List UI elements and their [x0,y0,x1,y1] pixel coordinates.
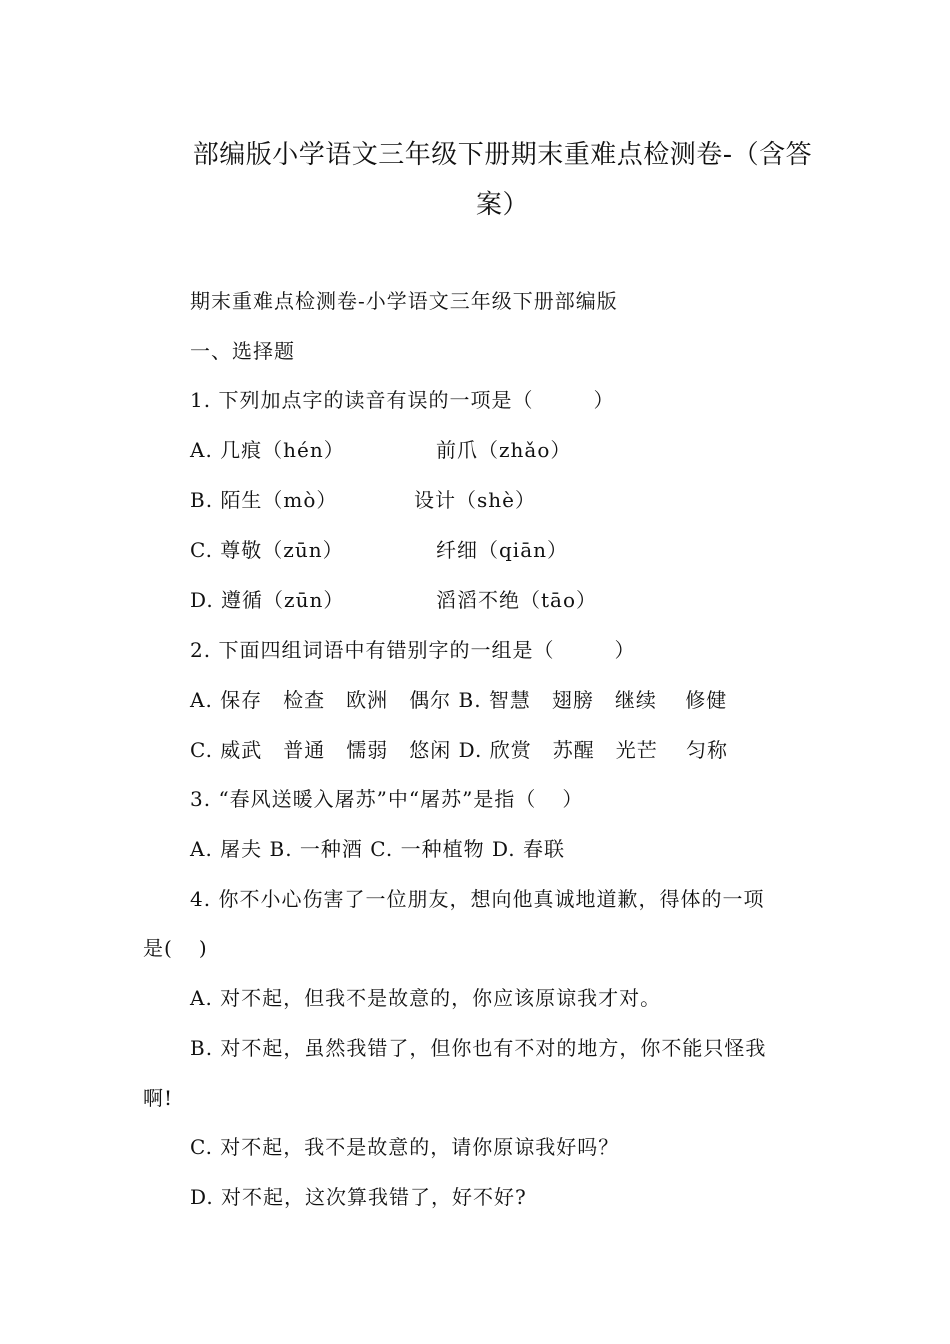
question-2-stem-text: 2. 下面四组词语中有错别字的一组是（ [190,638,555,662]
question-2-options-row1: A. 保存 检查 欧洲 偶尔 B. 智慧 翅膀 继续 修健 [190,688,728,712]
question-2-stem-close: ） [614,638,636,662]
option-a-item1: A. 几痕（hén） [190,438,345,462]
question-4-stem-close: ) [198,936,208,960]
question-1-stem [190,386,614,414]
question-3-stem-close: ） [562,787,584,811]
option-b-item1: B. 陌生（mò） [190,488,338,512]
question-4-stem-line2 [143,934,208,962]
question-3-options: A. 屠夫 B. 一种酒 C. 一种植物 D. 春联 [190,837,565,861]
document-subtitle: 期末重难点检测卷-小学语文三年级下册部编版 [190,289,618,313]
question-1-option-a [190,436,572,464]
question-1-option-b [190,486,536,514]
question-4-option-b-line1: B. 对不起，虽然我错了，但你也有不对的地方，你不能只怪我 [190,1036,767,1060]
question-4-stem-line2-text: 是( [143,936,173,960]
question-1-stem-close: ） [593,388,615,412]
option-a-item2: 前爪（zhǎo） [436,438,572,462]
question-2-options-row2: C. 威武 普通 懦弱 悠闲 D. 欣赏 苏醒 光芒 匀称 [190,738,729,762]
document-title-line2: 案） [475,190,529,220]
section-heading: 一、选择题 [190,339,295,363]
option-c-item1: C. 尊敬（zūn） [190,538,344,562]
question-2-stem [190,636,635,664]
option-d-item2: 滔滔不绝（tāo） [436,588,598,612]
question-4-stem-line1: 4. 你不小心伤害了一位朋友，想向他真诚地道歉，得体的一项 [190,887,765,911]
question-3-stem [190,785,583,813]
question-1-stem-text: 1. 下列加点字的读音有误的一项是（ [190,388,534,412]
question-4-option-a: A. 对不起，但我不是故意的，你应该原谅我才对。 [190,986,662,1010]
option-b-item2: 设计（shè） [414,488,536,512]
question-1-option-d [190,586,598,614]
question-4-option-b-line2: 啊! [143,1086,174,1110]
option-c-item2: 纤细（qiān） [436,538,569,562]
question-3-stem-text: 3. “春风送暖入屠苏”中“屠苏”是指（ [190,787,537,811]
document-title-line1: 部编版小学语文三年级下册期末重难点检测卷-（含答 [192,140,813,170]
question-4-option-d: D. 对不起，这次算我错了，好不好? [190,1185,527,1209]
option-d-item1: D. 遵循（zūn） [190,588,345,612]
question-1-option-c [190,536,569,564]
question-4-option-c: C. 对不起，我不是故意的，请你原谅我好吗？ [190,1135,620,1159]
